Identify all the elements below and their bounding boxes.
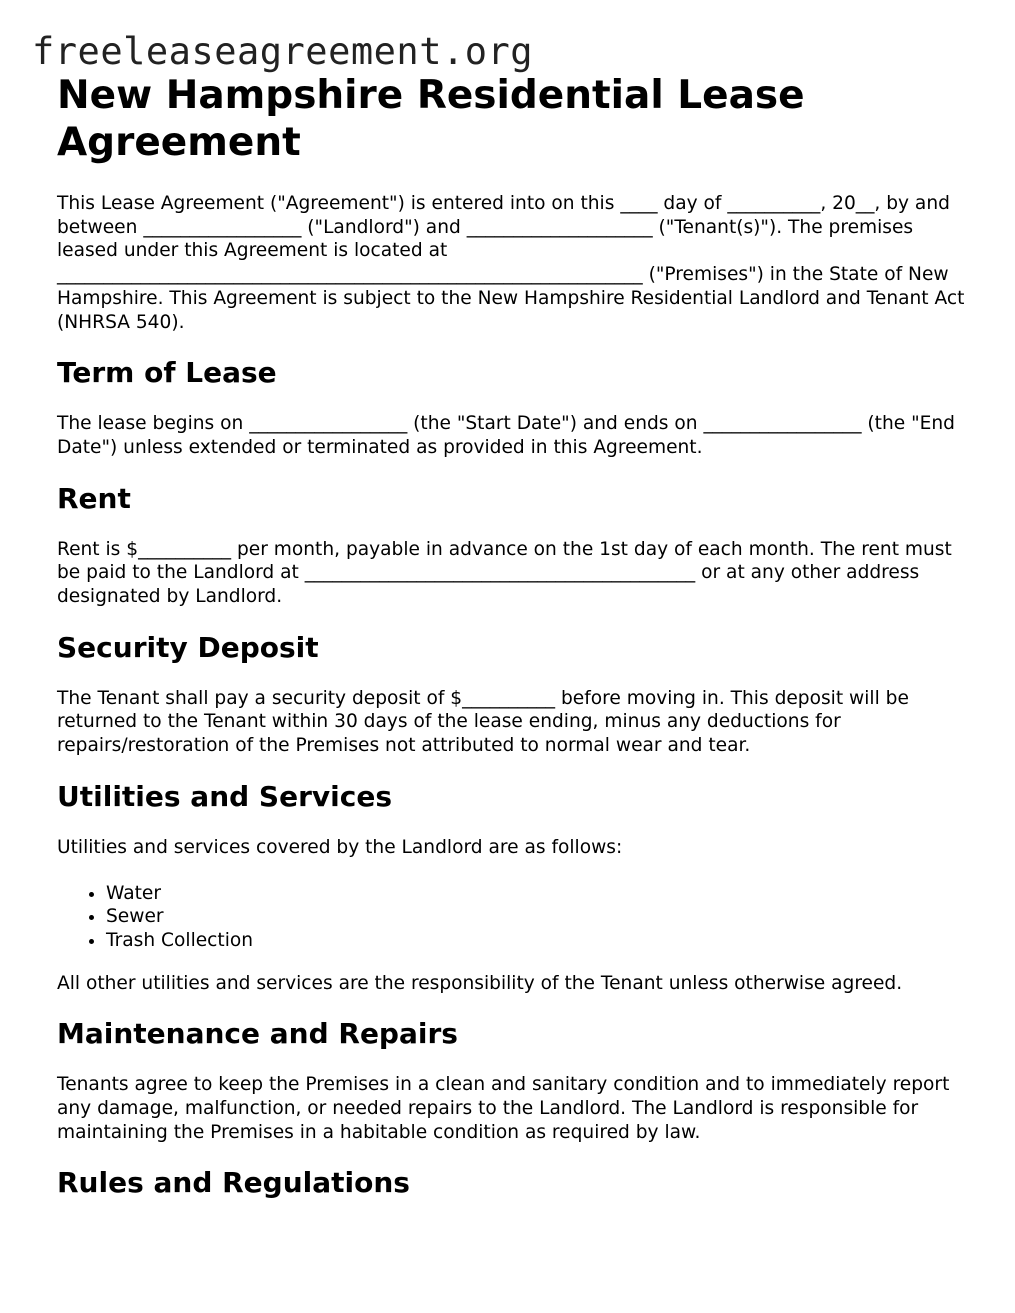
watermark-text: freeleaseagreement.org: [32, 30, 534, 73]
list-item: • Sewer: [106, 905, 967, 929]
section-paragraph: The Tenant shall pay a security deposit of $__________ before moving in. This deposit will be returned to the Tenant within 30 days of the lease ending, minus any deductions for repairs/restoration of the Premises not attributed to normal wear and tear.: [57, 687, 909, 757]
list-item: • Water: [106, 882, 967, 906]
utilities-list: [57, 882, 967, 953]
section-rent: [57, 482, 967, 609]
section-rules-and-regulations: [57, 1166, 967, 1200]
section-paragraph: The lease begins on _________________ (the "Start Date") and ends on _________________ (the "End Date") unless extended or terminated as provided in this Agreement.: [57, 413, 955, 458]
section-heading: Utilities and Services: [57, 779, 392, 813]
section-paragraph: Rent is $__________ per month, payable in advance on the 1st day of each month. The rent must be paid to the Landlord at __________________________________________ or at any other address designated by Landlord.: [57, 538, 952, 608]
section-paragraph: All other utilities and services are the responsibility of the Tenant unless otherwise agreed.: [57, 972, 903, 994]
section-heading: Security Deposit: [57, 630, 319, 664]
section-maintenance-and-repairs: [57, 1017, 967, 1144]
list-item: • Trash Collection: [106, 929, 967, 953]
section-heading: Term of Lease: [57, 356, 277, 390]
section-paragraph: Utilities and services covered by the Landlord are as follows:: [57, 836, 623, 858]
section-heading: Rent: [57, 481, 131, 515]
section-utilities-and-services: [57, 780, 967, 996]
section-heading: Maintenance and Repairs: [57, 1017, 458, 1051]
section-term-of-lease: [57, 356, 967, 459]
section-heading: Rules and Regulations: [57, 1166, 410, 1200]
section-security-deposit: [57, 631, 967, 758]
document-body: [57, 72, 967, 1222]
document-title: New Hampshire Residential Lease Agreement: [57, 73, 805, 165]
intro-paragraph: This Lease Agreement ("Agreement") is entered into on this ____ day of __________, 20__, by and between _________________ ("Landlord") and ____________________ ("Tenant(s)"). The premises leased under this Agreement is located at _______________________________________________________________ ("Premises") in the State of New Hampshire. This Agreement is subject to the New Hampshire Residential Landlord and Tenant Act (NHRSA 540).: [57, 193, 965, 333]
section-paragraph: Tenants agree to keep the Premises in a clean and sanitary condition and to immediately report any damage, malfunction, or needed repairs to the Landlord. The Landlord is responsible for maintaining the Premises in a habitable condition as required by law.: [57, 1074, 950, 1143]
